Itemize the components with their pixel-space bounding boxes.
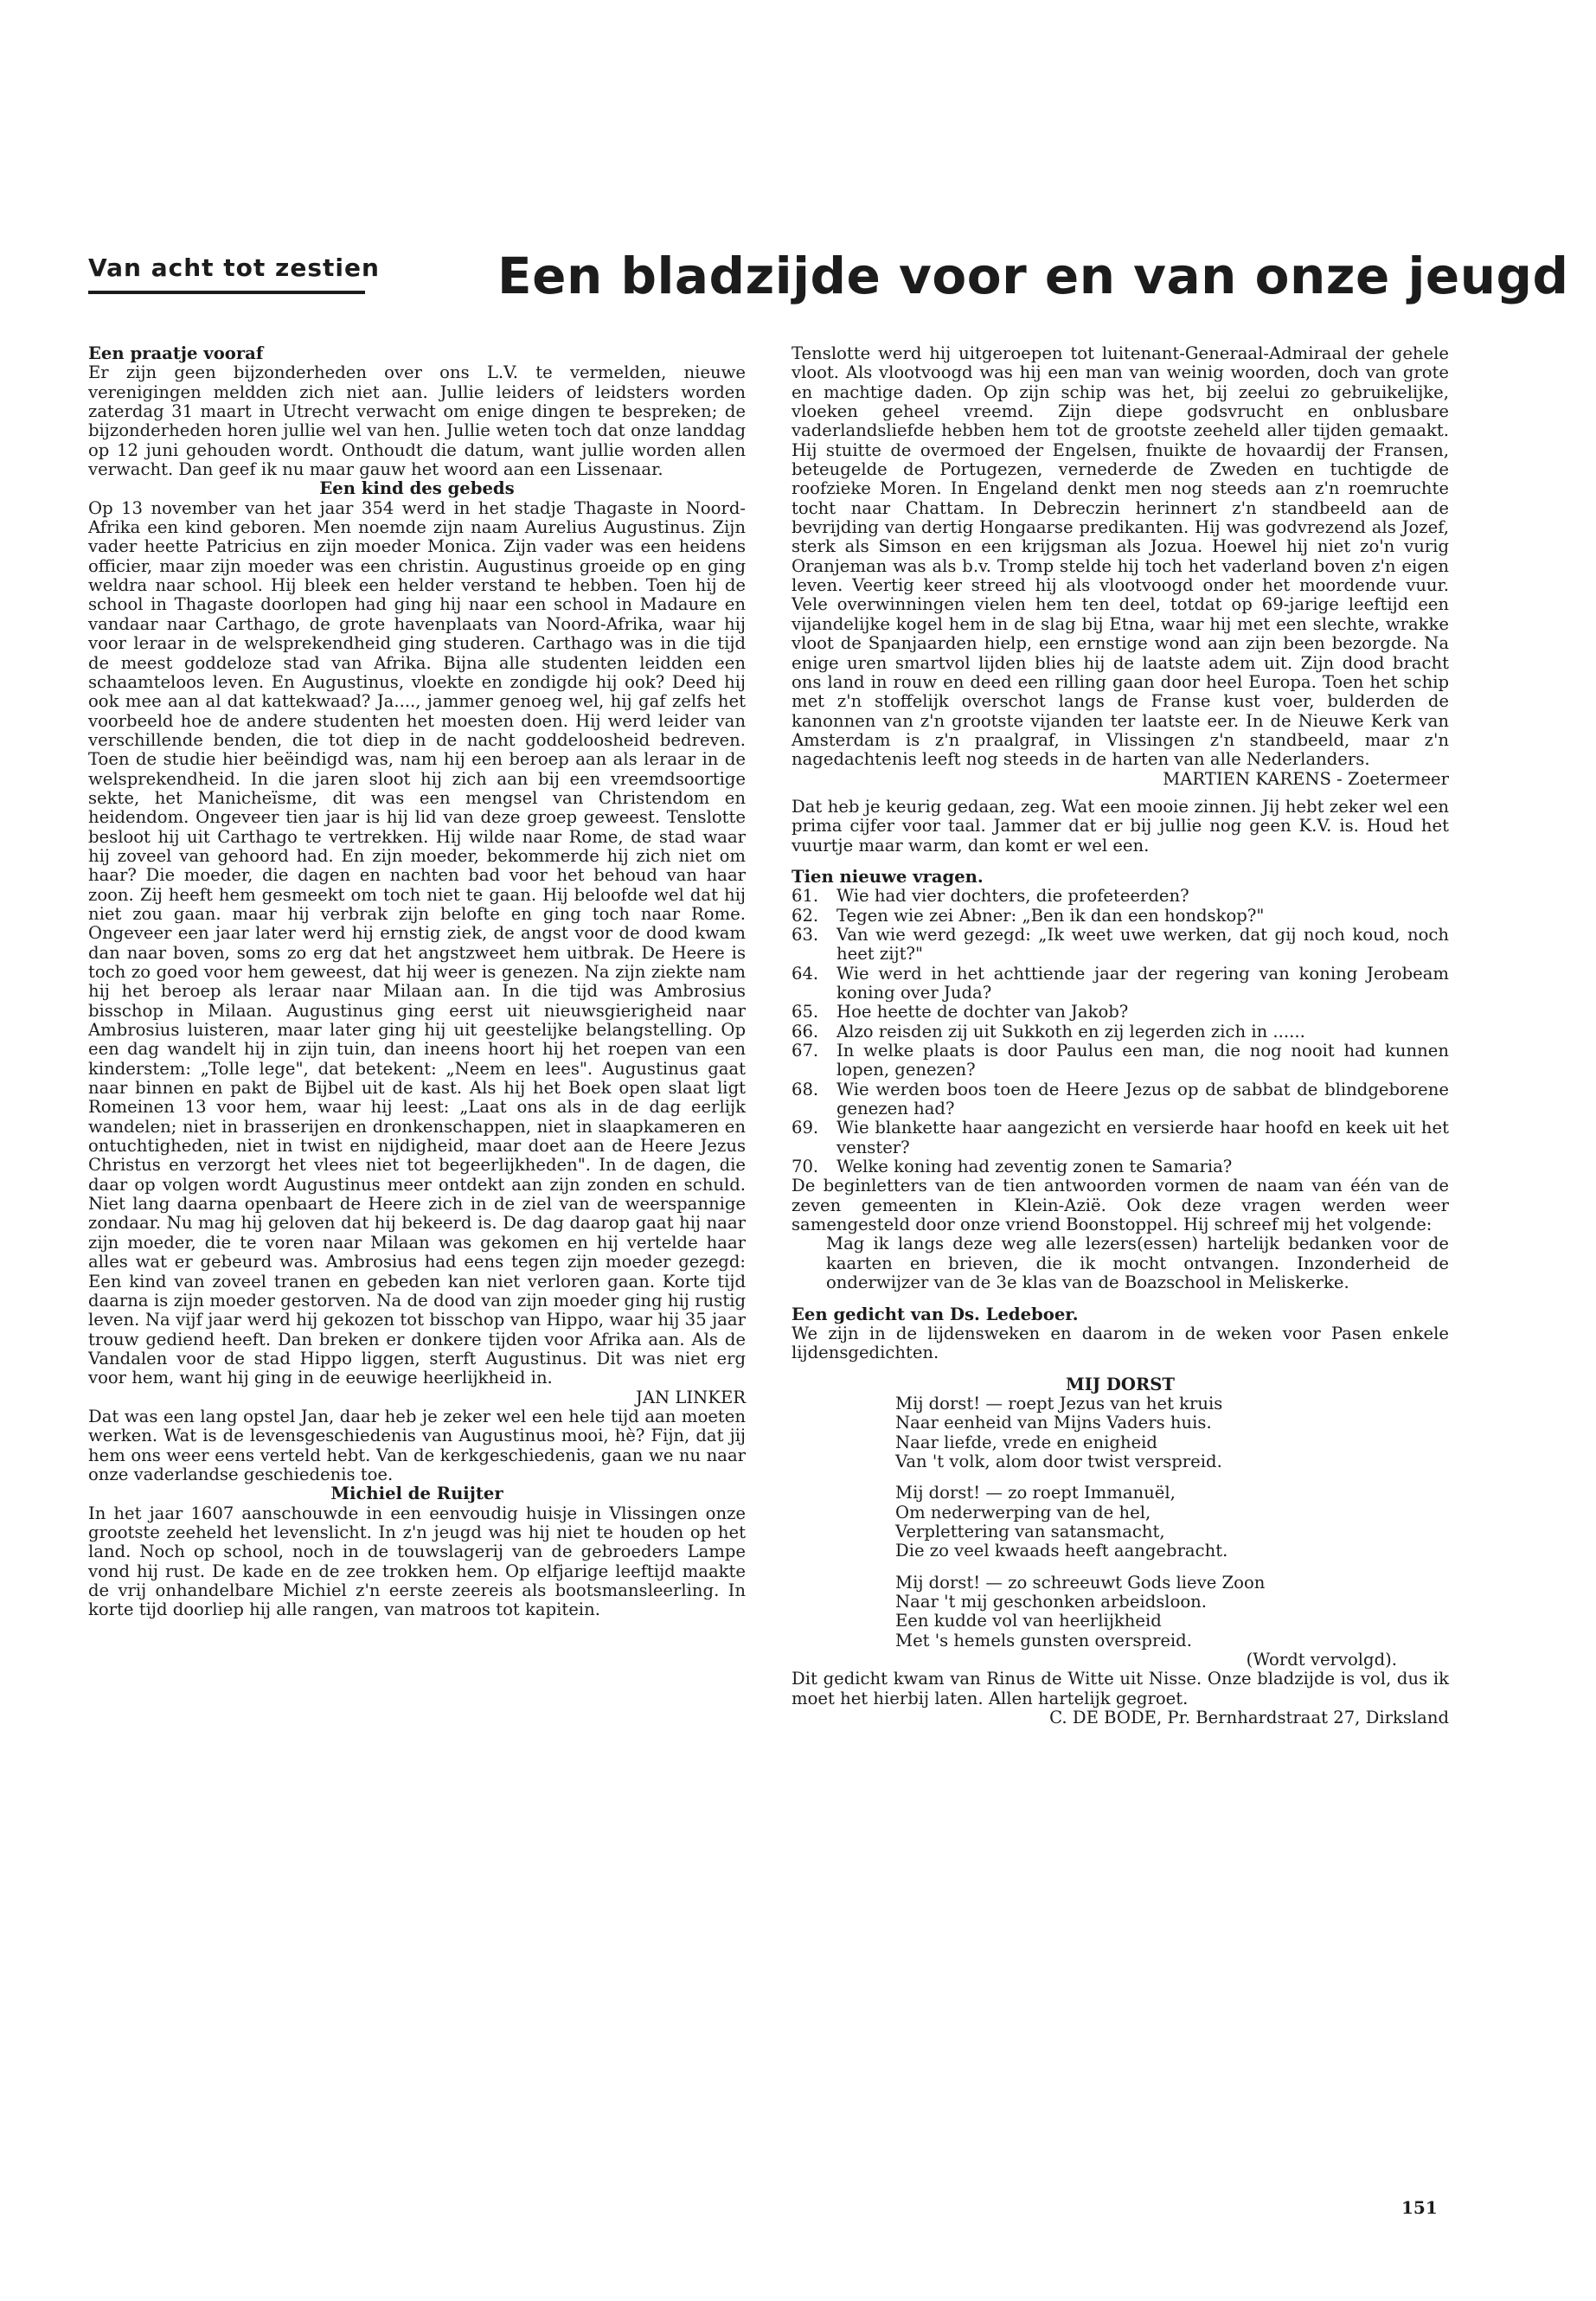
question-item: 66. Alzo reisden zij uit Sukkoth en zij legerden zich in ...... (792, 1021, 1305, 1042)
paragraph-vragen-note: De beginletters van de tien antwoorden vormen de naam van één van de zeven gemeenten in Klein-Azië. Ook deze vragen werden weer samengesteld door onze vriend Boonstoppel. Hij schreef mij het volgende: (792, 1176, 1449, 1235)
poem-line: Mij dorst! — roept Jezus van het kruis (895, 1393, 1223, 1413)
poem-title: MIJ DORST (1065, 1374, 1176, 1394)
poem-stanza (895, 1574, 1449, 1650)
poem (792, 1394, 1449, 1650)
question-item: 68. Wie werden boos toen de Heere Jezus op de sabbat de blindgeborene genezen had? (792, 1079, 1449, 1119)
author-signature: MARTIEN KARENS - Zoetermeer (1163, 768, 1449, 789)
right-column (792, 344, 1449, 1727)
paragraph-gedicht-intro: We zijn in de lijdensweken en daarom in de weken voor Pasen enkele lijdensgedichten. (792, 1323, 1449, 1363)
poem-line: Mij dorst! — zo schreeuwt Gods lieve Zoon (895, 1572, 1266, 1593)
kicker-underline (88, 291, 365, 294)
poem-line: Verplettering van satansmacht, (895, 1521, 1165, 1541)
question-item: 67. In welke plaats is door Paulus een man, die nog nooit had kunnen lopen, genezen? (792, 1041, 1449, 1080)
left-column (88, 344, 746, 1620)
poem-line: Een kudde vol van heerlijkheid (895, 1611, 1162, 1631)
question-item: 64. Wie werd in het achttiende jaar der regering van koning Jerobeam koning over Juda? (792, 963, 1449, 1003)
question-list (792, 887, 1449, 1176)
paragraph-reply: Dat heb je keurig gedaan, zeg. Wat een mooie zinnen. Jij hebt zeker wel een prima cijfer voor taal. Jammer dat er bij jullie nog geen K.V. is. Houd het vuurtje maar warm, dan komt er wel een. (792, 796, 1449, 856)
question-item: 65. Hoe heette de dochter van Jakob? (792, 1002, 1129, 1022)
question-item: 69. Wie blankette haar aangezicht en versierde haar hoofd en keek uit het venster? (792, 1118, 1449, 1157)
editor-signature: C. DE BODE, Pr. Bernhardstraat 27, Dirksland (1049, 1708, 1449, 1728)
question-item: 61. Wie had vier dochters, die profeteerden? (792, 886, 1189, 907)
paragraph-praatje: Er zijn geen bijzonderheden over ons L.V. te vermelden, nieuwe verenigingen meldden zich niet aan. Jullie leiders of leidsters worden zaterdag 31 maart in Utrecht verwacht om enige dingen te bespreken; de bijzonderheden horen jullie wel van hen. Jullie weten toch dat onze landdag op 12 juni gehouden wordt. Onthoudt die datum, want jullie worden allen verwacht. Dan geef ik nu maar gauw het woord aan een Lissenaar. (88, 362, 746, 480)
section-heading-vragen: Tien nieuwe vragen. (792, 866, 984, 887)
section-kicker: Van acht tot zestien (88, 253, 380, 282)
poem-line: Naar liefde, vrede en enigheid (895, 1432, 1157, 1452)
poem-stanza (895, 1394, 1449, 1471)
question-item: 63. Van wie werd gezegd: „Ik weet uwe werken, dat gij noch koud, noch heet zijt?" (792, 924, 1449, 965)
question-item: 62. Tegen wie zei Abner: „Ben ik dan een hondskop?" (792, 905, 1265, 926)
poem-line: Met 's hemels gunsten overspreid. (895, 1630, 1192, 1650)
question-item: 70. Welke koning had zeventig zonen te Samaria? (792, 1157, 1233, 1177)
poem-line: Om nederwerping van de hel, (895, 1502, 1151, 1522)
section-heading-kind: Een kind des gebeds (319, 478, 515, 499)
section-heading-praatje: Een praatje vooraf (88, 343, 264, 363)
page-number: 151 (1401, 2197, 1438, 2218)
poem-line: Naar eenheid van Mijns Vaders huis. (895, 1413, 1212, 1433)
paragraph-ruijter-cont: Tenslotte werd hij uitgeroepen tot luitenant-Generaal-Admiraal der gehele vloot. Als vlootvoogd was hij een man van weinig woorden, doch van grote en machtige daden. Op zijn schip was het, bij zeelui zo gebruikelijke, vloeken geheel vreemd. Zijn diepe godsvrucht en onblusbare vaderlandsliefde hebben hem tot de grootste zeeheld aller tijden gemaakt. Hij stuitte de overmoed der Engelsen, fnuikte de hovaardij der Fransen, beteugelde de Portugezen, vernederde de Zweden en tuchtigde de roofzieke Moren. In Engeland denkt men nog steeds aan z'n roemruchte tocht naar Chattam. In Debreczin herinnert z'n standbeeld aan de bevrijding van dertig Hongaarse predikanten. Hij was godvrezend als Jozef, sterk als Simson en een krijgsman als Jozua. Hoewel hij niet zo'n vurig Oranjeman was als b.v. Tromp stelde hij toch het vaderland boven z'n eigen leven. Veertig keer streed hij als vlootvoogd onder het moordende vuur. Vele overwinningen vielen hem ten deel, totdat op 69-jarige leeftijd een vijandelijke kogel hem in de slag bij Etna, waar hij met een slechte, wrakke vloot de Spanjaarden hielp, een ernstige wond aan zijn been bezorgde. Na enige uren smartvol lijden blies hij de laatste adem uit. Zijn dood bracht ons land in rouw en deed een rilling gaan door heel Europa. Toen het schip met z'n stoffelijk overschot langs de Franse kust voer, bulderden de kanonnen van z'n grootste vijanden ter laatste eer. In de Nieuwe Kerk van Amsterdam is z'n praalgraf, in Vlissingen z'n standbeeld, maar z'n nagedachtenis leeft nog steeds in de harten van alle Nederlanders. (792, 343, 1449, 770)
author-signature: JAN LINKER (636, 1387, 746, 1407)
section-heading-ruijter: Michiel de Ruijter (330, 1484, 503, 1504)
paragraph-closing: Dit gedicht kwam van Rinus de Witte uit Nisse. Onze bladzijde is vol, dus ik moet het hierbij laten. Allen hartelijk gegroet. (792, 1669, 1449, 1708)
poem-continued-note: (Wordt vervolgd). (1246, 1650, 1397, 1670)
poem-stanza (895, 1484, 1449, 1561)
poem-line: Die zo veel kwaads heeft aangebracht. (895, 1541, 1228, 1561)
poem-line: Mij dorst! — zo roept Immanuël, (895, 1483, 1176, 1503)
poem-line: Naar 't mij geschonken arbeidsloon. (895, 1591, 1208, 1612)
quoted-letter: Mag ik langs deze weg alle lezers(essen) hartelijk bedanken voor de kaarten en brieven, die ik mocht ontvangen. Inzonderheid de onderwijzer van de 3e klas van de Boazschool in Meliskerke. (826, 1234, 1449, 1293)
paragraph-augustinus: Op 13 november van het jaar 354 werd in het stadje Thagaste in Noord-Afrika een kind geboren. Men noemde zijn naam Aurelius Augustinus. Zijn vader heette Patricius en zijn moeder Monica. Zijn vader was een heidens officier, maar zijn moeder was een christin. Augustinus groeide op en ging weldra naar school. Hij bleek een helder verstand te hebben. Toen hij de school in Thagaste doorlopen had ging hij naar een school in Madaure en vandaar naar Carthago, de grote havenplaats van Noord-Afrika, waar hij voor leraar in de welsprekendheid ging studeren. Carthago was in die tijd de meest goddeloze stad van Afrika. Bijna alle studenten leidden een schaamteloos leven. En Augustinus, vloekte en zondigde hij ook? Deed hij ook mee aan al dat kattekwaad? Ja...., jammer genoeg wel, hij gaf zelfs het voorbeeld hoe de andere studenten het moesten doen. Hij werd leider van verschillende benden, die tot diep in de nacht goddeloosheid bedreven. Toen de studie hier beëindigd was, nam hij een beroep aan als leraar in de welsprekendheid. In die jaren sloot hij zich aan bij een vreemdsoortige sekte, het Manicheïsme, dit was een mengsel van Christendom en heidendom. Ongeveer tien jaar is hij lid van deze groep geweest. Tenslotte besloot hij uit Carthago te vertrekken. Hij wilde naar Rome, de stad waar hij zoveel van gehoord had. En zijn moeder, bekommerde hij zich niet om haar? Die moeder, die dagen en nachten bad voor het behoud van haar zoon. Zij heeft hem gesmeekt om toch niet te gaan. Hij beloofde wel dat hij niet zou gaan. maar hij verbrak zijn belofte en ging toch naar Rome. Ongeveer een jaar later werd hij ernstig ziek, de angst voor de dood kwam dan naar boven, soms zo erg dat het angstzweet hem uitbrak. De Heere is toch zo goed voor hem geweest, dat hij weer is genezen. Na zijn ziekte nam hij het beroep als leraar naar Milaan aan. In die tijd was Ambrosius bisschop in Milaan. Augustinus ging eerst uit nieuwsgierigheid naar Ambrosius luisteren, maar later ging hij uit geestelijke belangstelling. Op een dag wandelt hij in zijn tuin, dan ineens hoort hij het roepen van een kinderstem: „Tolle lege", dat betekent: „Neem en lees". Augustinus gaat naar binnen en pakt de Bijbel uit de kast. Als hij het Boek open slaat ligt Romeinen 13 voor hem, waar hij leest: „Laat ons als in de dag eerlijk wandelen; niet in brasserijen en dronkenschappen, niet in slaapkameren en ontuchtigheden, niet in twist en nijdigheid, maar doet aan de Heere Jezus Christus en verzorgt het vlees niet tot begeerlijkheden". In de dagen, die daar op volgen wordt Augustinus meer ontdekt aan zijn zonden en schuld. Niet lang daarna openbaart de Heere zich in de ziel van de weerspannige zondaar. Nu mag hij geloven dat hij bekeerd is. De dag daarop gaat hij naar zijn moeder, die te voren naar Milaan was gekomen en hij vertelde haar alles wat er gebeurd was. Ambrosius had eens tegen zijn moeder gezegd: Een kind van zoveel tranen en gebeden kan niet verloren gaan. Korte tijd daarna is zijn moeder gestorven. Na de dood van zijn moeder ging hij rustig leven. Na vijf jaar werd hij gekozen tot bisschop van Hippo, waar hij 35 jaar trouw gediend heeft. Dan breken er donkere tijden voor Afrika aan. Als de Vandalen voor de stad Hippo liggen, sterft Augustinus. Dit was niet erg voor hem, want hij ging in de eeuwige heerlijkheid in. (88, 497, 746, 1388)
paragraph-reply: Dat was een lang opstel Jan, daar heb je zeker wel een hele tijd aan moeten werken. Wat is de levensgeschiedenis van Augustinus mooi, hè? Fijn, dat jij hem ons weer eens verteld hebt. Van de kerkgeschiedenis, gaan we nu naar onze vaderlandse geschiedenis toe. (88, 1406, 746, 1484)
poem-line: Van 't volk, alom door twist verspreid. (895, 1451, 1222, 1471)
page-title: Een bladzijde voor en van onze jeugd (497, 247, 1569, 305)
section-heading-gedicht: Een gedicht van Ds. Ledeboer. (792, 1304, 1079, 1324)
paragraph-ruijter: In het jaar 1607 aanschouwde in een eenvoudig huisje in Vlissingen onze grootste zeeheld het levenslicht. In z'n jeugd was hij niet te houden op het land. Noch op school, noch in de touwslagerij van de gebroeders Lampe vond hij rust. De kade en de zee trokken hem. Op elfjarige leeftijd maakte de vrij onhandelbare Michiel z'n eerste zeereis als bootsmansleerling. In korte tijd doorliep hij alle rangen, van matroos tot kapitein. (88, 1503, 746, 1620)
